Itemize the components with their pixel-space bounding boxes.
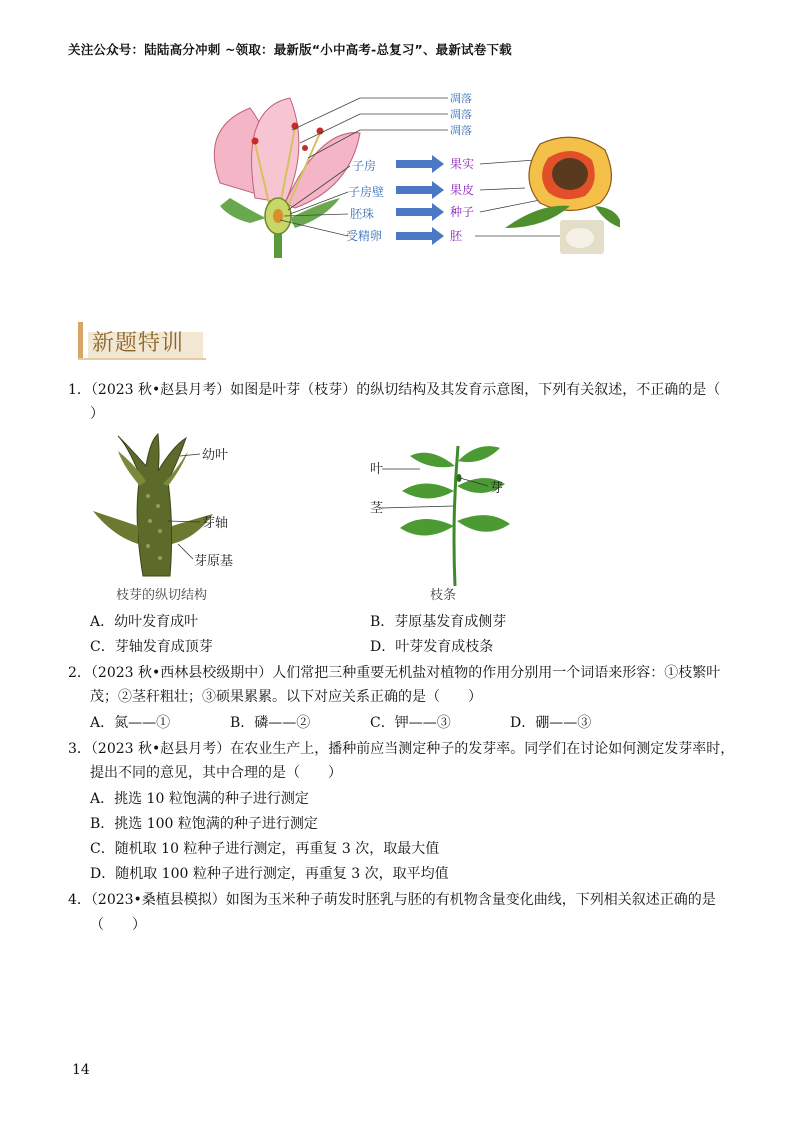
question-4-stem-cont: （ ） <box>90 917 146 933</box>
question-2-number: 2． <box>68 665 91 681</box>
question-1-number: 1． <box>68 382 91 398</box>
label-embryo: 胚 <box>450 229 463 243</box>
question-3-stem-cont: 提出不同的意见，其中合理的是（ ） <box>90 765 342 781</box>
flower-fruit-diagram <box>200 88 620 260</box>
question-1-option-d[interactable]: D．叶芽发育成枝条 <box>370 639 494 655</box>
question-1-option-b[interactable]: B．芽原基发育成侧芽 <box>370 614 507 630</box>
section-title-block <box>78 318 208 360</box>
question-2-stem-cont: 茂；②茎秆粗壮；③硕果累累。以下对应关系正确的是（ ） <box>90 689 482 705</box>
label-bud: 芽 <box>490 481 504 496</box>
page-header: 关注公众号：陆陆高分冲刺 ~领取：最新版“小中高考-总复习”、最新试卷下载 <box>68 42 512 57</box>
question-3-number: 3． <box>68 741 91 757</box>
question-3 <box>68 739 748 759</box>
label-stem: 茎 <box>370 501 384 516</box>
question-1 <box>68 380 738 400</box>
label-fruit: 果实 <box>450 157 475 171</box>
question-1-option-a[interactable]: A．幼叶发育成叶 <box>90 614 199 630</box>
question-3-option-c[interactable]: C．随机取 10 粒种子进行测定，再重复 3 次，取最大值 <box>90 841 440 857</box>
label-bud-axis: 芽轴 <box>202 516 229 531</box>
question-3-stem: （2023 秋•赵县月考）在农业生产上，播种前应当测定种子的发芽率。同学们在讨论如何测定发芽率时， <box>90 741 735 757</box>
bud-figure-caption: 枝芽的纵切结构 <box>116 588 208 603</box>
question-2-option-a[interactable]: A．氮——① <box>90 715 171 731</box>
peach-fruit-illustration <box>505 137 620 254</box>
question-3-option-a[interactable]: A．挑选 10 粒饱满的种子进行测定 <box>90 791 309 807</box>
question-2-stem: （2023 秋•西林县校级期中）人们常把三种重要无机盐对植物的作用分别用一个词语来形容：①枝繁叶 <box>90 665 721 681</box>
question-1-option-c[interactable]: C．芽轴发育成顶芽 <box>90 639 213 655</box>
question-3-option-d[interactable]: D．随机取 100 粒种子进行测定，再重复 3 次，取平均值 <box>90 866 449 882</box>
label-wither-3: 凋落 <box>450 124 472 137</box>
label-bud-primordium: 芽原基 <box>194 554 234 569</box>
question-4 <box>68 890 748 910</box>
label-wither-1: 凋落 <box>450 92 472 105</box>
label-ovary-wall: 子房壁 <box>348 185 385 199</box>
label-ovule: 胚珠 <box>350 207 375 221</box>
question-4-stem: （2023•桑植县模拟）如图为玉米种子萌发时胚乳与胚的有机物含量变化曲线，下列相关叙述正确的是 <box>90 892 716 908</box>
question-2-option-d[interactable]: D．硼——③ <box>510 715 592 731</box>
question-3-option-b[interactable]: B．挑选 100 粒饱满的种子进行测定 <box>90 816 318 832</box>
label-zygote: 受精卵 <box>346 229 383 243</box>
section-title: 新题特训 <box>92 331 185 356</box>
label-young-leaf: 幼叶 <box>202 448 229 463</box>
twig-figure-caption: 枝条 <box>430 588 457 603</box>
label-leaf: 叶 <box>370 462 384 477</box>
label-pericarp: 果皮 <box>450 183 475 197</box>
bud-section-figure <box>88 426 268 586</box>
question-4-number: 4． <box>68 892 91 908</box>
label-seed: 种子 <box>450 205 475 219</box>
label-ovary: 子房 <box>352 159 377 173</box>
page-number: 14 <box>72 1062 90 1078</box>
label-wither-2: 凋落 <box>450 108 472 121</box>
question-2 <box>68 663 748 683</box>
question-1-stem: （2023 秋•赵县月考）如图是叶芽（枝芽）的纵切结构及其发育示意图，下列有关叙述，不正确的是（ <box>90 382 721 398</box>
question-2-option-b[interactable]: B．磷——② <box>230 715 311 731</box>
question-1-stem-cont: ） <box>90 406 104 422</box>
twig-figure <box>360 436 530 586</box>
question-2-option-c[interactable]: C．钾——③ <box>370 715 451 731</box>
